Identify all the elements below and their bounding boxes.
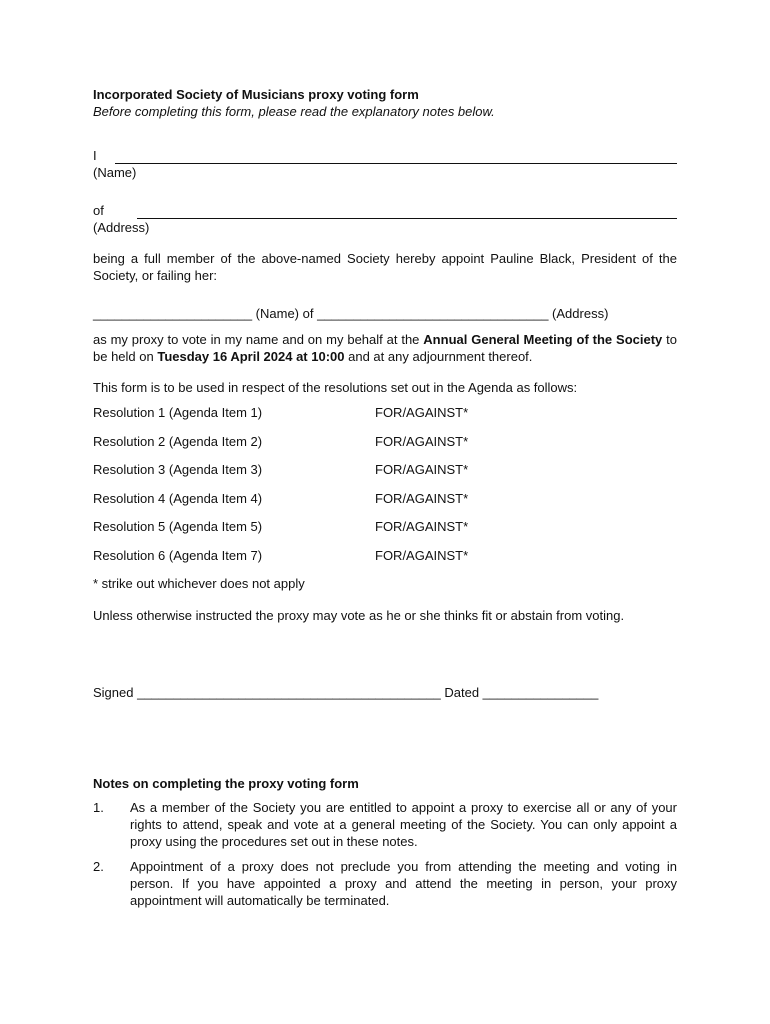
resolution-row: [93, 461, 677, 490]
resolution-label: Resolution 6 (Agenda Item 7): [93, 547, 263, 563]
form-title: Incorporated Society of Musicians proxy voting form: [93, 87, 419, 102]
member-address-row: [93, 202, 677, 219]
member-name-row: [93, 147, 677, 164]
resolution-label: Resolution 1 (Agenda Item 1): [93, 405, 263, 420]
name-caption: (Name): [93, 165, 137, 180]
alternate-proxy-line[interactable]: ______________________ (Name) of ________________________________ (Address): [93, 306, 609, 321]
note-number: 2.: [93, 858, 104, 874]
resolution-choice[interactable]: FOR/AGAINST*: [375, 433, 469, 449]
address-caption: (Address): [93, 220, 150, 235]
meeting-name: Annual General Meeting of the Society: [423, 332, 663, 347]
resolutions-intro: This form is to be used in respect of the resolutions set out in the Agenda as follows:: [93, 380, 578, 395]
proxy-instruction: Unless otherwise instructed the proxy may vote as he or she thinks fit or abstain from voting.: [93, 607, 625, 623]
resolution-label: Resolution 2 (Agenda Item 2): [93, 433, 263, 449]
form-subtitle: Before completing this form, please read the explanatory notes below.: [93, 104, 495, 119]
resolution-row: [93, 404, 677, 433]
resolution-row: [93, 547, 677, 575]
of-label: of: [93, 203, 104, 218]
note-number: 1.: [93, 799, 104, 815]
note-text: Appointment of a proxy does not preclude you from attending the meeting and voting in person. If you have appointed a proxy and attend the meeting in person, your proxy appointment will automatically be terminated.: [130, 858, 677, 908]
resolution-choice[interactable]: FOR/AGAINST*: [375, 462, 469, 478]
resolution-row: [93, 433, 677, 462]
resolution-choice[interactable]: FOR/AGAINST*: [375, 519, 469, 535]
member-address-field[interactable]: [137, 205, 677, 219]
resolution-label: Resolution 4 (Agenda Item 4): [93, 490, 263, 506]
meeting-date: Tuesday 16 April 2024 at 10:00: [157, 349, 345, 364]
resolutions-list: [93, 404, 677, 575]
proxy-text-after: and at any adjournment thereof.: [344, 349, 533, 364]
proxy-text-before: as my proxy to vote in my name and on my behalf at the: [93, 332, 424, 347]
i-label: I: [93, 148, 97, 163]
proxy-statement: [93, 331, 677, 365]
appointment-text: being a full member of the above-named Society hereby appoint Pauline Black, President of the Society, or failing her:: [93, 251, 677, 283]
proxy-form-page: [93, 86, 677, 909]
strike-note: * strike out whichever does not apply: [93, 575, 305, 591]
proxy-text-middle: to be held on: [93, 332, 677, 364]
resolution-row: [93, 490, 677, 519]
resolution-label: Resolution 5 (Agenda Item 5): [93, 519, 263, 535]
resolution-choice[interactable]: FOR/AGAINST*: [375, 490, 469, 506]
signature-line[interactable]: Signed __________________________________________ Dated ________________: [93, 684, 599, 700]
note-text: As a member of the Society you are entitled to appoint a proxy to exercise all or any of your rights to attend, speak and vote at a general meeting of the Society. You can only appoint a proxy using the procedures set out in these notes.: [130, 799, 677, 849]
note-item: [93, 858, 677, 909]
note-item: [93, 799, 677, 850]
resolution-choice[interactable]: FOR/AGAINST*: [375, 405, 469, 420]
notes-title: Notes on completing the proxy voting form: [93, 775, 359, 791]
member-name-field[interactable]: [115, 150, 677, 164]
resolution-choice[interactable]: FOR/AGAINST*: [375, 547, 469, 563]
resolution-row: [93, 518, 677, 547]
resolution-label: Resolution 3 (Agenda Item 3): [93, 462, 263, 478]
